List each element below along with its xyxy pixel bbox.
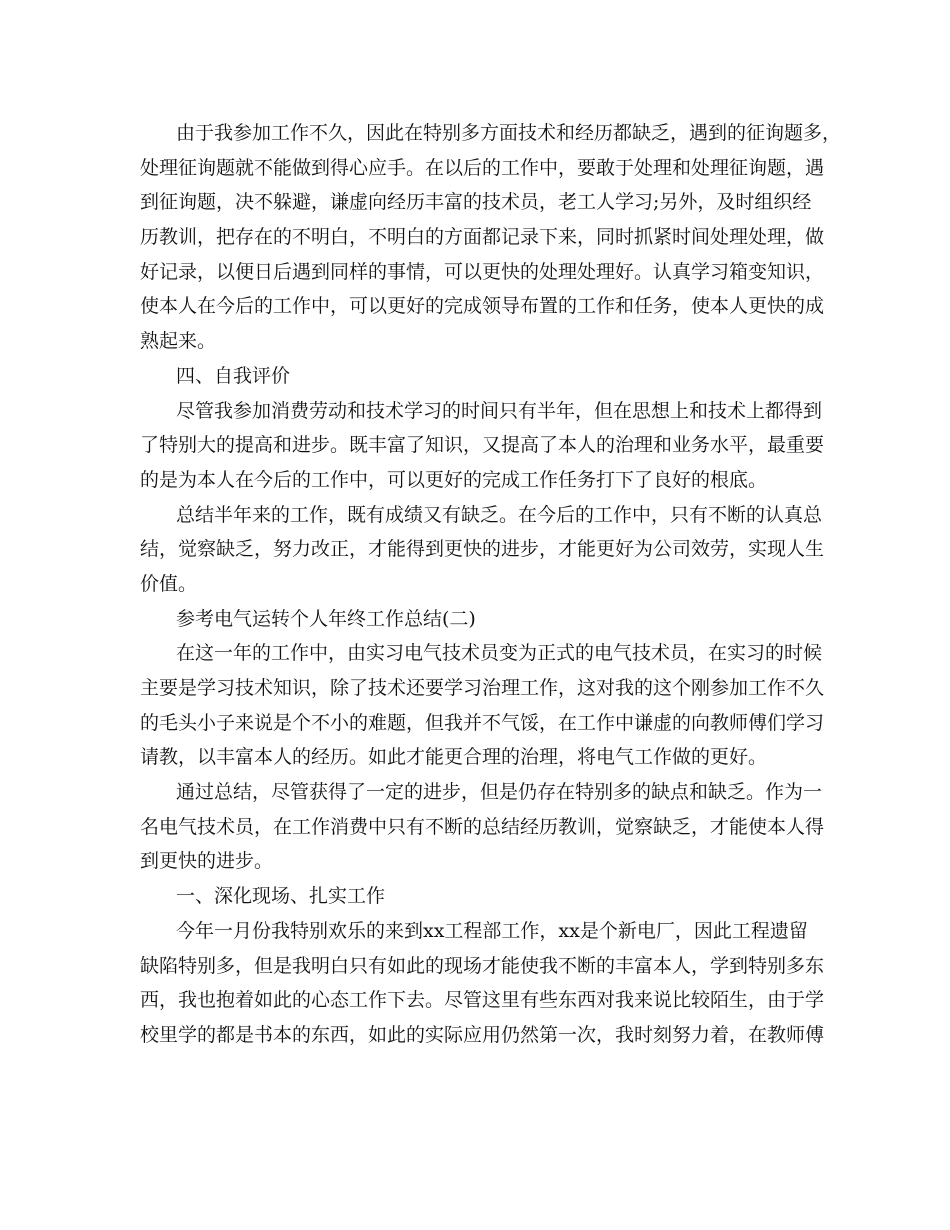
text-line: 价值。: [140, 572, 198, 595]
section-heading: 四、自我评价: [176, 364, 291, 387]
text-line: 校里学的都是书本的东西，如此的实际应用仍然第一次，我时刻努力着，在教师傅: [140, 1023, 825, 1046]
document-body: [140, 116, 842, 1053]
section-heading: 一、深化现场、扎实工作: [176, 885, 386, 908]
text-line: 通过总结，尽管获得了一定的进步，但是仍存在特别多的缺点和缺乏。作为一: [176, 781, 823, 804]
text-line: 的毛头小子来说是个不小的难题，但我并不气馁，在工作中谦虚的向教师傅们学习: [140, 711, 825, 734]
text-line: 由于我参加工作不久，因此在特别多方面技术和经历都缺乏，遇到的征询题多，: [176, 122, 842, 144]
text-line: 缺陷特别多，但是我明白只有如此的现场才能使我不断的丰富本人，学到特别多东: [140, 954, 825, 977]
text-line: 西，我也抱着如此的心态工作下去。尽管这里有些东西对我来说比较陌生，由于学: [140, 989, 825, 1012]
text-line: 了特别大的提高和进步。既丰富了知识，又提高了本人的治理和业务水平，最重要: [140, 434, 825, 457]
text-line: 到更快的进步。: [140, 850, 274, 873]
text-line: 使本人在今后的工作中，可以更好的完成领导布置的工作和任务，使本人更快的成: [140, 295, 825, 318]
text-line: 主要是学习技术知识，除了技术还要学习治理工作，这对我的这个刚参加工作不久: [140, 677, 825, 699]
text-line: 熟起来。: [140, 330, 217, 353]
text-line: 处理征询题就不能做到得心应手。在以后的工作中，要敢于处理和处理征询题，遇: [140, 156, 825, 179]
text-line: 尽管我参加消费劳动和技术学习的时间只有半年，但在思想上和技术上都得到: [176, 399, 823, 422]
text-line: 名电气技术员，在工作消费中只有不断的总结经历教训，觉察缺乏，才能使本人得: [140, 815, 825, 838]
text-line: 总结半年来的工作，既有成绩又有缺乏。在今后的工作中，只有不断的认真总: [176, 503, 823, 526]
text-line: 结，觉察缺乏，努力改正，才能得到更快的进步，才能更好为公司效劳，实现人生: [140, 538, 825, 561]
text-line: 历教训，把存在的不明白，不明白的方面都记录下来，同时抓紧时间处理处理，做: [140, 226, 825, 249]
text-line: 好记录，以便日后遇到同样的事情，可以更快的处理处理好。认真学习箱变知识，: [140, 260, 825, 283]
text-line: 请教，以丰富本人的经历。如此才能更合理的治理，将电气工作做的更好。: [140, 746, 768, 769]
section-heading: 参考电气运转个人年终工作总结(二): [176, 607, 476, 630]
text-line: 今年一月份我特别欢乐的来到xx工程部工作，xx是个新电厂，因此工程遗留: [176, 919, 808, 942]
text-line: 到征询题，决不躲避，谦虚向经历丰富的技术员，老工人学习;另外，及时组织经: [140, 191, 812, 214]
text-line: 在这一年的工作中，由实习电气技术员变为正式的电气技术员，在实习的时候: [176, 642, 823, 665]
text-line: 的是为本人在今后的工作中，可以更好的完成工作任务打下了良好的根底。: [140, 468, 768, 491]
